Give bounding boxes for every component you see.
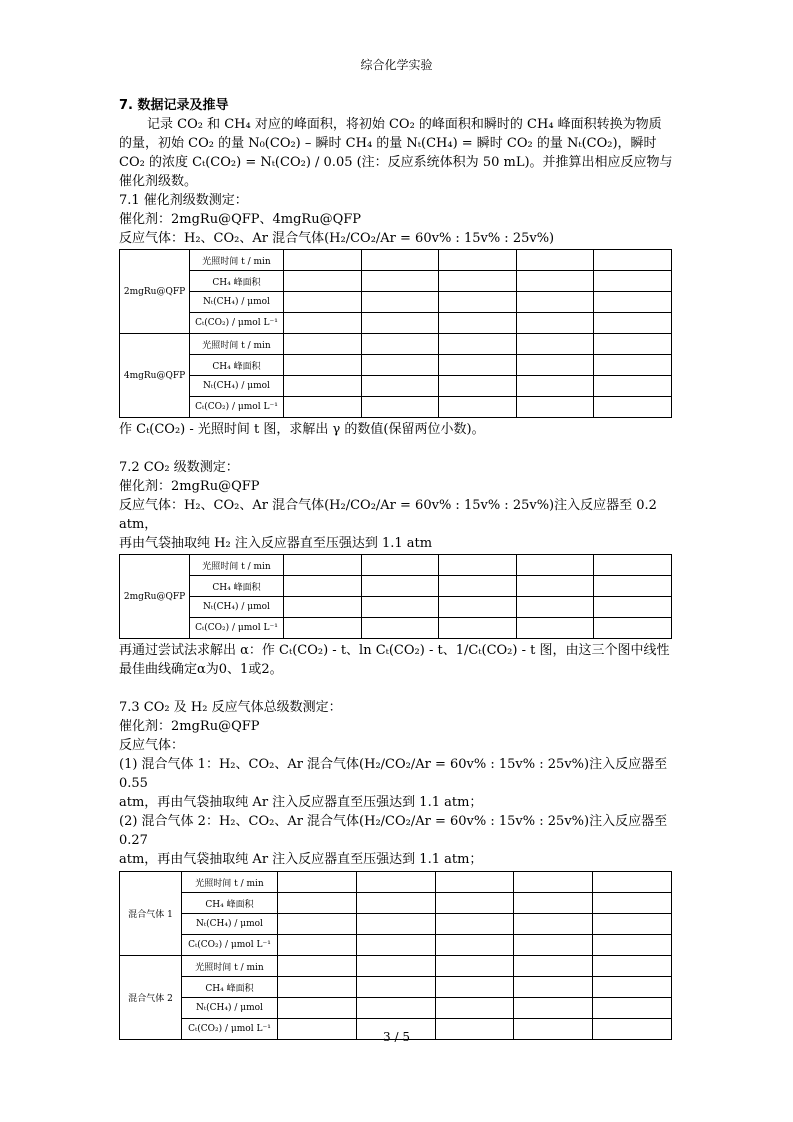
row-label: Cₜ(CO₂) / μmol L⁻¹ — [190, 618, 284, 639]
table-row — [120, 956, 672, 977]
table-row — [120, 271, 672, 292]
table-row — [120, 914, 672, 935]
row-label: Nₜ(CH₄) / μmol — [190, 376, 284, 397]
row-label: Nₜ(CH₄) / μmol — [182, 998, 278, 1019]
s72-note-line1: 再通过尝试法求解出 α：作 Cₜ(CO₂) - t、ln Cₜ(CO₂) - t、1/Cₜ(CO₂) - t 图，由这三个图中线性 — [119, 643, 670, 658]
s73-catalyst: 催化剂：2mgRu@QFP — [119, 719, 260, 734]
table-row — [120, 935, 672, 956]
s72-catalyst: 催化剂：2mgRu@QFP — [119, 479, 260, 494]
table-row — [120, 355, 672, 376]
group-label: 混合气体 1 — [120, 872, 182, 956]
s71-gas: 反应气体：H₂、CO₂、Ar 混合气体(H₂/CO₂/Ar = 60v% : 15v% : 25v%) — [119, 231, 555, 246]
row-label: Cₜ(CO₂) / μmol L⁻¹ — [182, 935, 278, 956]
table-row — [120, 893, 672, 914]
table-row — [120, 872, 672, 893]
row-label: CH₄ 峰面积 — [182, 977, 278, 998]
s73-mix1-line1: (1) 混合气体 1：H₂、CO₂、Ar 混合气体(H₂/CO₂/Ar = 60v% : 15v% : 25v%)注入反应器至 0.55 — [119, 757, 668, 791]
table-row — [120, 334, 672, 355]
s72-title: 7.2 CO₂ 级数测定： — [119, 460, 239, 475]
table-row — [120, 250, 672, 271]
row-label: Nₜ(CH₄) / μmol — [190, 292, 284, 313]
intro-paragraph: 记录 CO₂ 和 CH₄ 对应的峰面积，将初始 CO₂ 的峰面积和瞬时的 CH₄ 峰面积转换为物质的量，初始 CO₂ 的量 N₀(CO₂) – 瞬时 CH₄ 的量 Nₜ(CH₄) = 瞬时 CO₂ 的量 Nₜ(CO₂)，瞬时 CO₂ 的浓度 Cₜ(CO₂) = Nₜ(CO₂) / 0.05 (注：反应系统体积为 50 mL)。并推算出相应反应物与催化剂级数。 — [119, 117, 673, 189]
table-row — [120, 998, 672, 1019]
row-label: CH₄ 峰面积 — [182, 893, 278, 914]
group-label: 2mgRu@QFP — [120, 555, 190, 639]
row-label: Cₜ(CO₂) / μmol L⁻¹ — [190, 397, 284, 418]
row-label: 光照时间 t / min — [190, 334, 284, 355]
s72-gas-line1: 反应气体：H₂、CO₂、Ar 混合气体(H₂/CO₂/Ar = 60v% : 15v% : 25v%)注入反应器至 0.2 atm， — [119, 498, 657, 532]
row-label: CH₄ 峰面积 — [190, 576, 284, 597]
table-row — [120, 555, 672, 576]
s71-note: 作 Cₜ(CO₂) - 光照时间 t 图，求解出 γ 的数值(保留两位小数)。 — [119, 422, 485, 437]
s73-table — [119, 871, 672, 1040]
table-row — [120, 576, 672, 597]
s73-mix2-line1: (2) 混合气体 2：H₂、CO₂、Ar 混合气体(H₂/CO₂/Ar = 60v% : 15v% : 25v%)注入反应器至 0.27 — [119, 814, 668, 848]
row-label: 光照时间 t / min — [182, 956, 278, 977]
row-label: 光照时间 t / min — [182, 872, 278, 893]
group-label: 2mgRu@QFP — [120, 250, 190, 334]
s71-title: 7.1 催化剂级数测定： — [119, 193, 248, 208]
table-row — [120, 397, 672, 418]
s72-note-line2: 最佳曲线确定α为0、1或2。 — [119, 662, 283, 677]
page-header: 综合化学实验 — [360, 58, 433, 72]
s71-catalyst: 催化剂：2mgRu@QFP、4mgRu@QFP — [119, 212, 362, 227]
row-label: Nₜ(CH₄) / μmol — [182, 914, 278, 935]
s73-mix1-line2: atm，再由气袋抽取纯 Ar 注入反应器直至压强达到 1.1 atm； — [119, 795, 483, 810]
s73-gas-label: 反应气体： — [119, 738, 185, 753]
s73-mix2-line2: atm，再由气袋抽取纯 Ar 注入反应器直至压强达到 1.1 atm； — [119, 852, 483, 867]
row-label: Cₜ(CO₂) / μmol L⁻¹ — [190, 313, 284, 334]
section-title: 7. 数据记录及推导 — [119, 98, 229, 113]
page-number: 3 / 5 — [383, 1030, 410, 1044]
s73-title: 7.3 CO₂ 及 H₂ 反应气体总级数测定： — [119, 700, 342, 715]
table-row — [120, 376, 672, 397]
s72-table — [119, 554, 672, 639]
row-label: CH₄ 峰面积 — [190, 355, 284, 376]
row-label: CH₄ 峰面积 — [190, 271, 284, 292]
row-label: Nₜ(CH₄) / μmol — [190, 597, 284, 618]
table-row — [120, 313, 672, 334]
table-row — [120, 977, 672, 998]
row-label: 光照时间 t / min — [190, 250, 284, 271]
row-label: 光照时间 t / min — [190, 555, 284, 576]
row-label: Cₜ(CO₂) / μmol L⁻¹ — [182, 1019, 278, 1040]
table-row — [120, 618, 672, 639]
group-label: 混合气体 2 — [120, 956, 182, 1040]
s71-table — [119, 249, 672, 418]
s72-gas-line2: 再由气袋抽取纯 H₂ 注入反应器直至压强达到 1.1 atm — [119, 536, 433, 551]
table-row — [120, 292, 672, 313]
table-row — [120, 597, 672, 618]
group-label: 4mgRu@QFP — [120, 334, 190, 418]
page-content — [119, 96, 674, 1042]
